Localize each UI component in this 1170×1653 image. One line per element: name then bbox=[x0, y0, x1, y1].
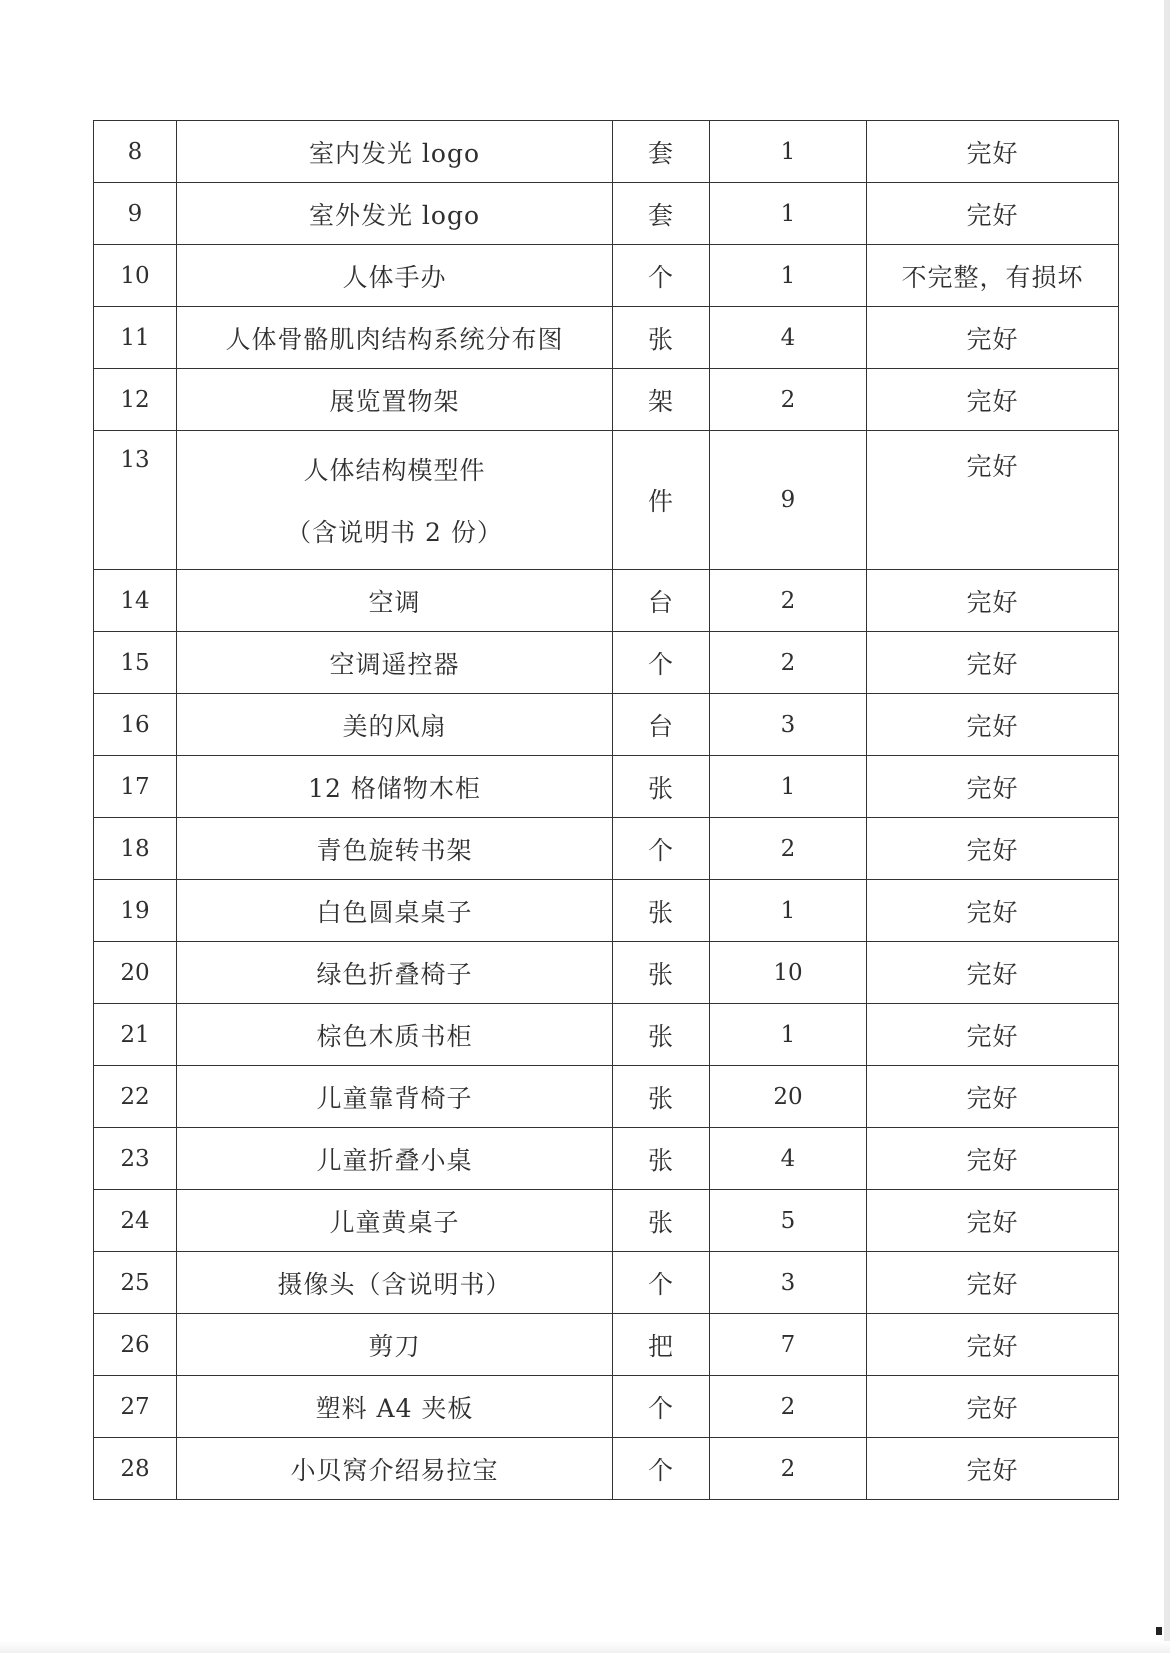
item-name-cell: 人体手办 bbox=[177, 245, 613, 307]
quantity-cell: 2 bbox=[710, 818, 867, 880]
item-name-cell: 儿童黄桌子 bbox=[177, 1190, 613, 1252]
table-row bbox=[94, 1438, 1119, 1500]
unit-cell: 套 bbox=[613, 121, 710, 183]
table-row bbox=[94, 245, 1119, 307]
status-cell: 完好 bbox=[867, 942, 1119, 1004]
status-cell: 完好 bbox=[867, 1190, 1119, 1252]
unit-cell: 张 bbox=[613, 1190, 710, 1252]
unit-cell: 件 bbox=[613, 431, 710, 570]
status-cell: 不完整，有损坏 bbox=[867, 245, 1119, 307]
row-number-cell: 8 bbox=[94, 121, 177, 183]
table-row bbox=[94, 1252, 1119, 1314]
unit-cell: 台 bbox=[613, 570, 710, 632]
table-row bbox=[94, 307, 1119, 369]
row-number-cell: 26 bbox=[94, 1314, 177, 1376]
table-row bbox=[94, 880, 1119, 942]
table-row bbox=[94, 756, 1119, 818]
status-cell: 完好 bbox=[867, 121, 1119, 183]
table-row bbox=[94, 1314, 1119, 1376]
quantity-cell: 1 bbox=[710, 756, 867, 818]
item-name-note: （含说明书 2 份） bbox=[286, 518, 503, 547]
row-number-cell: 17 bbox=[94, 756, 177, 818]
quantity-cell: 20 bbox=[710, 1066, 867, 1128]
item-name-cell: 青色旋转书架 bbox=[177, 818, 613, 880]
status-cell: 完好 bbox=[867, 1438, 1119, 1500]
quantity-cell: 1 bbox=[710, 880, 867, 942]
quantity-cell: 1 bbox=[710, 183, 867, 245]
table-row bbox=[94, 1004, 1119, 1066]
status-cell: 完好 bbox=[867, 369, 1119, 431]
unit-cell: 张 bbox=[613, 1128, 710, 1190]
inventory-table-body bbox=[94, 121, 1119, 1500]
item-name-cell: 小贝窝介绍易拉宝 bbox=[177, 1438, 613, 1500]
table-row bbox=[94, 1190, 1119, 1252]
item-name-cell: 空调遥控器 bbox=[177, 632, 613, 694]
row-number-cell: 19 bbox=[94, 880, 177, 942]
item-name-cell: 绿色折叠椅子 bbox=[177, 942, 613, 1004]
quantity-cell: 1 bbox=[710, 121, 867, 183]
item-name-cell: 12 格储物木柜 bbox=[177, 756, 613, 818]
unit-cell: 张 bbox=[613, 1004, 710, 1066]
item-name-cell: 室外发光 logo bbox=[177, 183, 613, 245]
unit-cell: 个 bbox=[613, 1376, 710, 1438]
table-row bbox=[94, 570, 1119, 632]
unit-cell: 把 bbox=[613, 1314, 710, 1376]
quantity-cell: 5 bbox=[710, 1190, 867, 1252]
row-number-cell: 25 bbox=[94, 1252, 177, 1314]
table-row bbox=[94, 369, 1119, 431]
quantity-cell: 2 bbox=[710, 632, 867, 694]
item-name-cell: 儿童靠背椅子 bbox=[177, 1066, 613, 1128]
row-number-cell: 18 bbox=[94, 818, 177, 880]
unit-cell: 张 bbox=[613, 880, 710, 942]
unit-cell: 个 bbox=[613, 818, 710, 880]
table-row bbox=[94, 1066, 1119, 1128]
item-name-cell: 室内发光 logo bbox=[177, 121, 613, 183]
table-row bbox=[94, 183, 1119, 245]
inventory-table bbox=[93, 120, 1119, 1500]
row-number-cell: 9 bbox=[94, 183, 177, 245]
table-row bbox=[94, 818, 1119, 880]
unit-cell: 个 bbox=[613, 1438, 710, 1500]
unit-cell: 个 bbox=[613, 245, 710, 307]
row-number-cell: 28 bbox=[94, 1438, 177, 1500]
row-number-cell: 10 bbox=[94, 245, 177, 307]
item-name-cell: 美的风扇 bbox=[177, 694, 613, 756]
item-name-cell: 棕色木质书柜 bbox=[177, 1004, 613, 1066]
quantity-cell: 4 bbox=[710, 307, 867, 369]
row-number-cell: 15 bbox=[94, 632, 177, 694]
quantity-cell: 4 bbox=[710, 1128, 867, 1190]
scan-edge bbox=[1164, 0, 1170, 1653]
quantity-cell: 2 bbox=[710, 1438, 867, 1500]
status-cell: 完好 bbox=[867, 183, 1119, 245]
status-cell: 完好 bbox=[867, 880, 1119, 942]
row-number-cell: 11 bbox=[94, 307, 177, 369]
status-cell: 完好 bbox=[867, 818, 1119, 880]
status-cell: 完好 bbox=[867, 694, 1119, 756]
status-cell: 完好 bbox=[867, 1314, 1119, 1376]
status-cell: 完好 bbox=[867, 1376, 1119, 1438]
row-number-cell: 20 bbox=[94, 942, 177, 1004]
unit-cell: 个 bbox=[613, 632, 710, 694]
unit-cell: 套 bbox=[613, 183, 710, 245]
row-number-cell: 21 bbox=[94, 1004, 177, 1066]
unit-cell: 张 bbox=[613, 942, 710, 1004]
item-name-cell bbox=[177, 431, 613, 570]
item-name-cell: 摄像头（含说明书） bbox=[177, 1252, 613, 1314]
quantity-cell: 1 bbox=[710, 245, 867, 307]
row-number-cell: 27 bbox=[94, 1376, 177, 1438]
table-row bbox=[94, 431, 1119, 570]
table-row bbox=[94, 1376, 1119, 1438]
quantity-cell: 1 bbox=[710, 1004, 867, 1066]
status-cell: 完好 bbox=[867, 1252, 1119, 1314]
item-name-cell: 展览置物架 bbox=[177, 369, 613, 431]
quantity-cell: 2 bbox=[710, 369, 867, 431]
unit-cell: 台 bbox=[613, 694, 710, 756]
unit-cell: 架 bbox=[613, 369, 710, 431]
status-cell: 完好 bbox=[867, 1128, 1119, 1190]
item-name-cell: 塑料 A4 夹板 bbox=[177, 1376, 613, 1438]
unit-cell: 张 bbox=[613, 1066, 710, 1128]
item-name: 人体结构模型件 bbox=[303, 456, 486, 485]
status-cell: 完好 bbox=[867, 756, 1119, 818]
row-number-cell: 22 bbox=[94, 1066, 177, 1128]
table-row bbox=[94, 632, 1119, 694]
row-number-cell: 13 bbox=[94, 431, 177, 570]
quantity-cell: 7 bbox=[710, 1314, 867, 1376]
status-cell: 完好 bbox=[867, 570, 1119, 632]
table-row bbox=[94, 1128, 1119, 1190]
status-cell: 完好 bbox=[867, 307, 1119, 369]
quantity-cell: 3 bbox=[710, 1252, 867, 1314]
item-name-cell: 人体骨骼肌肉结构系统分布图 bbox=[177, 307, 613, 369]
quantity-cell: 2 bbox=[710, 1376, 867, 1438]
item-name-cell: 儿童折叠小桌 bbox=[177, 1128, 613, 1190]
row-number-cell: 12 bbox=[94, 369, 177, 431]
table-row bbox=[94, 694, 1119, 756]
item-name-cell: 白色圆桌桌子 bbox=[177, 880, 613, 942]
status-cell: 完好 bbox=[867, 431, 1119, 570]
unit-cell: 张 bbox=[613, 307, 710, 369]
quantity-cell: 3 bbox=[710, 694, 867, 756]
quantity-cell: 2 bbox=[710, 570, 867, 632]
scan-corner-mark bbox=[1156, 1627, 1162, 1635]
item-name-cell: 剪刀 bbox=[177, 1314, 613, 1376]
scan-bottom-edge bbox=[0, 1641, 1170, 1653]
status-cell: 完好 bbox=[867, 1066, 1119, 1128]
row-number-cell: 24 bbox=[94, 1190, 177, 1252]
quantity-cell: 9 bbox=[710, 431, 867, 570]
row-number-cell: 16 bbox=[94, 694, 177, 756]
row-number-cell: 23 bbox=[94, 1128, 177, 1190]
status-cell: 完好 bbox=[867, 632, 1119, 694]
unit-cell: 张 bbox=[613, 756, 710, 818]
unit-cell: 个 bbox=[613, 1252, 710, 1314]
quantity-cell: 10 bbox=[710, 942, 867, 1004]
row-number-cell: 14 bbox=[94, 570, 177, 632]
table-row bbox=[94, 121, 1119, 183]
table-row bbox=[94, 942, 1119, 1004]
item-name-cell: 空调 bbox=[177, 570, 613, 632]
status-cell: 完好 bbox=[867, 1004, 1119, 1066]
